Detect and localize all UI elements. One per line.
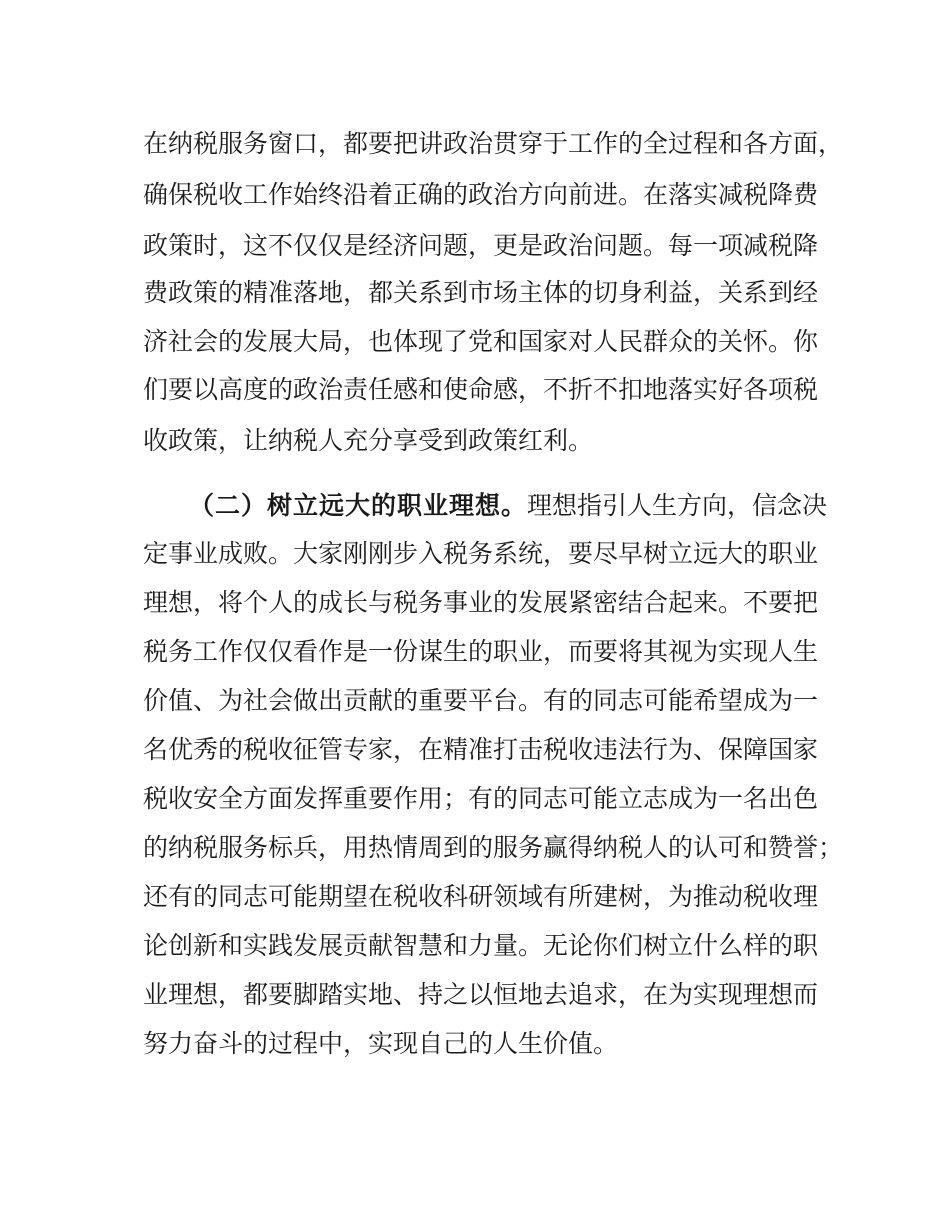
paragraph-2-line: 名优秀的税收征管专家，在精准打击税收违法行为、保障国家 <box>143 735 819 764</box>
section-heading: （二）树立远大的职业理想。 <box>189 491 528 520</box>
paragraph-2-first-line-text: 理想指引人生方向，信念决 <box>527 491 828 520</box>
paragraph-1-line: 们要以高度的政治责任感和使命感，不折不扣地落实好各项税 <box>143 375 819 404</box>
paragraph-2-line: 努力奋斗的过程中，实现自己的人生价值。 <box>143 1029 619 1058</box>
paragraph-2-line: 业理想，都要脚踏实地、持之以恒地去追求，在为实现理想而 <box>143 980 819 1009</box>
paragraph-2-line: 价值、为社会做出贡献的重要平台。有的同志可能希望成为一 <box>143 686 819 715</box>
paragraph-1-line: 确保税收工作始终沿着正确的政治方向前进。在落实减税降费 <box>143 180 819 209</box>
paragraph-2-line: 的纳税服务标兵，用热情周到的服务赢得纳税人的认可和赞誉； <box>143 833 844 862</box>
paragraph-1-line: 在纳税服务窗口，都要把讲政治贯穿于工作的全过程和各方面， <box>143 129 844 158</box>
paragraph-2-line: 税务工作仅仅看作是一份谋生的职业，而要将其视为实现人生 <box>143 637 819 666</box>
paragraph-2-line: 税收安全方面发挥重要作用；有的同志可能立志成为一名出色 <box>143 784 819 813</box>
paragraph-2-line: 理想，将个人的成长与税务事业的发展紧密结合起来。不要把 <box>143 588 819 617</box>
paragraph-1-line: 收政策，让纳税人充分享受到政策红利。 <box>143 426 594 455</box>
paragraph-2-line: 定事业成败。大家刚刚步入税务系统，要尽早树立远大的职业 <box>143 539 819 568</box>
paragraph-2-line: 还有的同志可能期望在税收科研领域有所建树，为推动税收理 <box>143 882 819 911</box>
paragraph-1-line: 费政策的精准落地，都关系到市场主体的切身利益，关系到经 <box>143 278 819 307</box>
paragraph-2-line: 论创新和实践发展贡献智慧和力量。无论你们树立什么样的职 <box>143 931 819 960</box>
paragraph-1-line: 政策时，这不仅仅是经济问题，更是政治问题。每一项减税降 <box>143 231 819 260</box>
paragraph-2-first-line <box>189 489 828 523</box>
paragraph-1-line: 济社会的发展大局，也体现了党和国家对人民群众的关怀。你 <box>143 327 819 356</box>
